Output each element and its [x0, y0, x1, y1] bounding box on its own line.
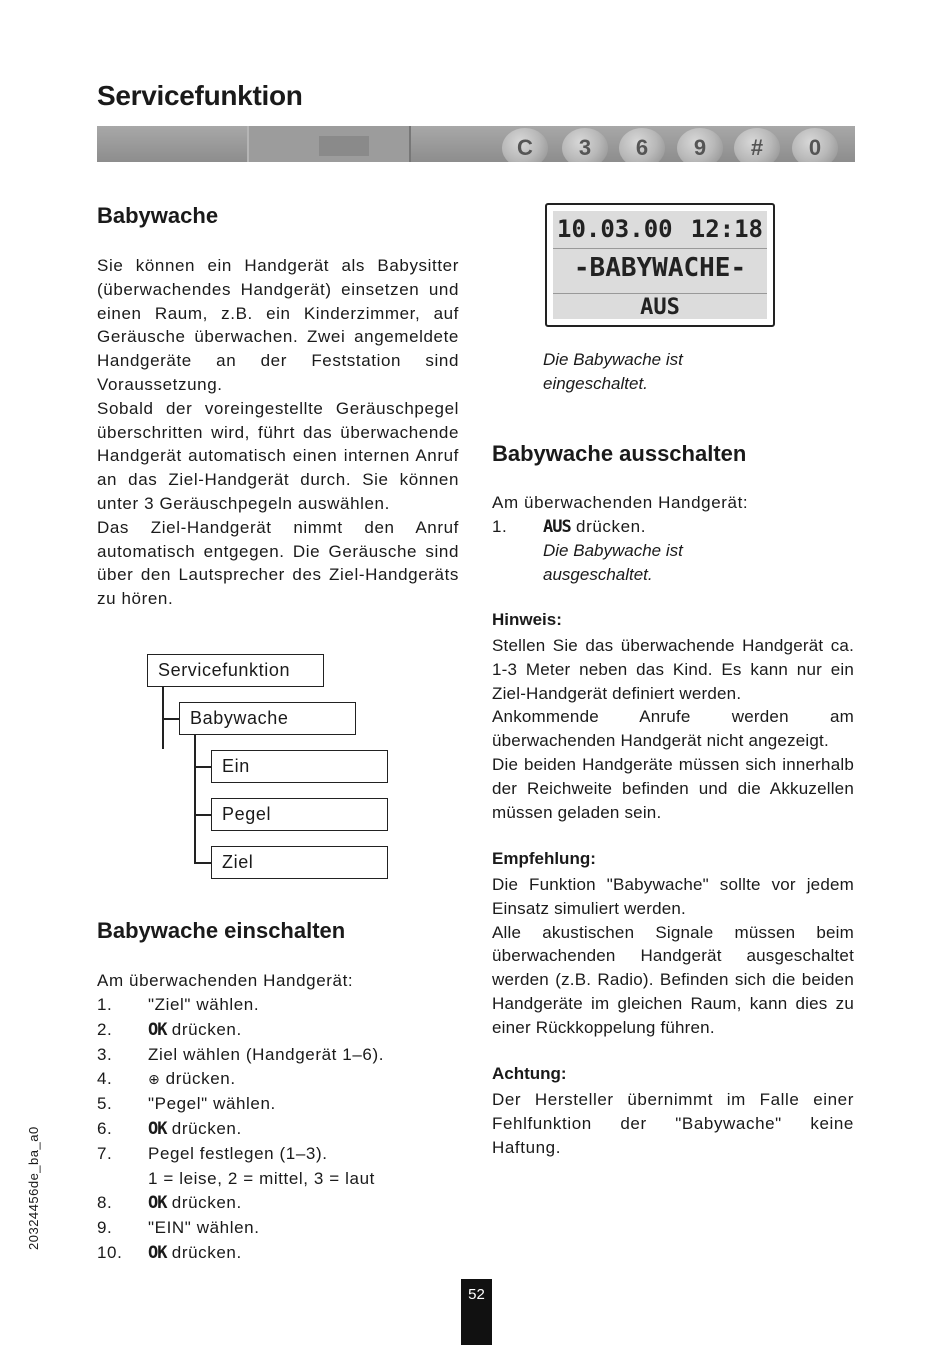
menu-ein: Ein [211, 750, 388, 783]
achtung-text: Der Hersteller übernimmt im Falle einer Fehlfunktion der "Babywache" keine Haftung. [492, 1090, 854, 1157]
step-item: 4. ⊕ drücken. [97, 1069, 236, 1089]
achtung-title: Achtung: [492, 1064, 567, 1083]
page-title: Servicefunktion [97, 80, 303, 111]
tree-connector [194, 862, 211, 864]
banner-key-hash: # [734, 128, 780, 162]
step-item: 8. OK drücken. [97, 1193, 242, 1214]
phone-keypad-banner [97, 126, 855, 162]
empfehlung-text: Die Funktion "Babywache" sollte vor jedem Einsatz simuliert werden. Alle akustischen Signale müssen beim überwachenden Handgerät ausgeschaltet werden (z.B. Radio). Befinden sich die beiden Handgeräte im gleichen Raum, kann dies zu einer Rückkoppelung führen. [492, 875, 854, 1037]
step-item: 1. "Ziel" wählen. [97, 995, 260, 1014]
intro-text [97, 254, 459, 611]
einschalten-steps [97, 993, 459, 1266]
document-code: 20324456de_ba_a0 [26, 1126, 41, 1250]
ok-key-icon: OK [148, 1118, 167, 1139]
display-softkey: AUS [640, 295, 680, 320]
einschalten-lead: Am überwachenden Handgerät: [97, 971, 354, 990]
intro-paragraph: Sie können ein Handgerät als Babysitter (überwachendes Handgerät) einsetzen und einen Raum, z.B. ein Kinderzimmer, auf Geräusche überwachen. Zwei angemeldete Handgeräte an der Feststation sind Voraussetzung. [97, 256, 459, 394]
step-item: 3. Ziel wählen (Handgerät 1–6). [97, 1044, 385, 1064]
banner-key-c: C [502, 128, 548, 162]
empfehlung-title: Empfehlung: [492, 849, 596, 868]
intro-paragraph: Sobald der voreingestellte Geräuschpegel überschritten wird, führt das überwachende Handgerät automatisch einen internen Anruf an das Ziel-Handgerät durch. Sie können unter 3 Geräuschpegeln auswählen. [97, 398, 459, 513]
page-number: 52 [461, 1279, 492, 1345]
step-item: 5. "Pegel" wählen. [97, 1094, 276, 1114]
step-item: 7. Pegel festlegen (1–3). [97, 1143, 328, 1163]
menu-pegel: Pegel [211, 798, 388, 831]
banner-key-9: 9 [677, 128, 723, 162]
step-item: 1 = leise, 2 = mittel, 3 = laut [148, 1168, 375, 1188]
ok-key-icon: OK [148, 1019, 167, 1040]
menu-babywache: Babywache [179, 702, 356, 735]
heading-einschalten: Babywache einschalten [97, 918, 346, 943]
step-item: 6. OK drücken. [97, 1118, 242, 1139]
tree-connector [194, 814, 211, 816]
tree-connector [194, 735, 196, 863]
banner-key-3: 3 [562, 128, 608, 162]
menu-ziel: Ziel [211, 846, 388, 879]
ok-key-icon: OK [148, 1193, 167, 1214]
handset-display [545, 203, 775, 327]
ausschalten-step: 1. AUS drücken. [492, 517, 647, 537]
nav-key-icon: ⊕ [148, 1071, 161, 1088]
display-time: 12:18 [690, 215, 763, 243]
step-item: 2. OK drücken. [97, 1019, 242, 1040]
display-date: 10.03.00 [557, 215, 673, 243]
hinweis-text: Stellen Sie das überwachende Handgerät ca. 1-3 Meter neben das Kind. Es kann nur ein Ziel-Handgerät definiert werden. Ankommende Anrufe werden am überwachenden Handgerät nicht angezeigt. Die beiden Handgeräte müssen sich innerhalb der Reichweite befinden und die Akkuzellen müssen geladen sein. [492, 636, 854, 822]
heading-babywache: Babywache [97, 203, 219, 228]
heading-ausschalten: Babywache ausschalten [492, 441, 747, 466]
ausschalten-result: Die Babywache ist ausgeschaltet. [543, 541, 683, 584]
ok-key-icon: OK [148, 1242, 167, 1263]
hinweis-title: Hinweis: [492, 610, 562, 629]
banner-display [247, 126, 411, 162]
step-item: 9. "EIN" wählen. [97, 1218, 260, 1238]
banner-key-6: 6 [619, 128, 665, 162]
step-item: 10. OK drücken. [97, 1242, 242, 1263]
display-center-text: -BABYWACHE- [573, 253, 747, 283]
menu-servicefunktion: Servicefunktion [147, 654, 324, 687]
banner-key-0: 0 [792, 128, 838, 162]
display-caption: Die Babywache ist eingeschaltet. [543, 350, 683, 393]
tree-connector [162, 718, 179, 720]
tree-connector [194, 766, 211, 768]
intro-paragraph: Das Ziel-Handgerät nimmt den Anruf automatisch entgegen. Die Geräusche sind über den Lautsprecher des Ziel-Handgeräts zu hören. [97, 517, 459, 609]
ausschalten-lead: Am überwachenden Handgerät: [492, 493, 749, 512]
aus-key-icon: AUS [543, 517, 571, 537]
